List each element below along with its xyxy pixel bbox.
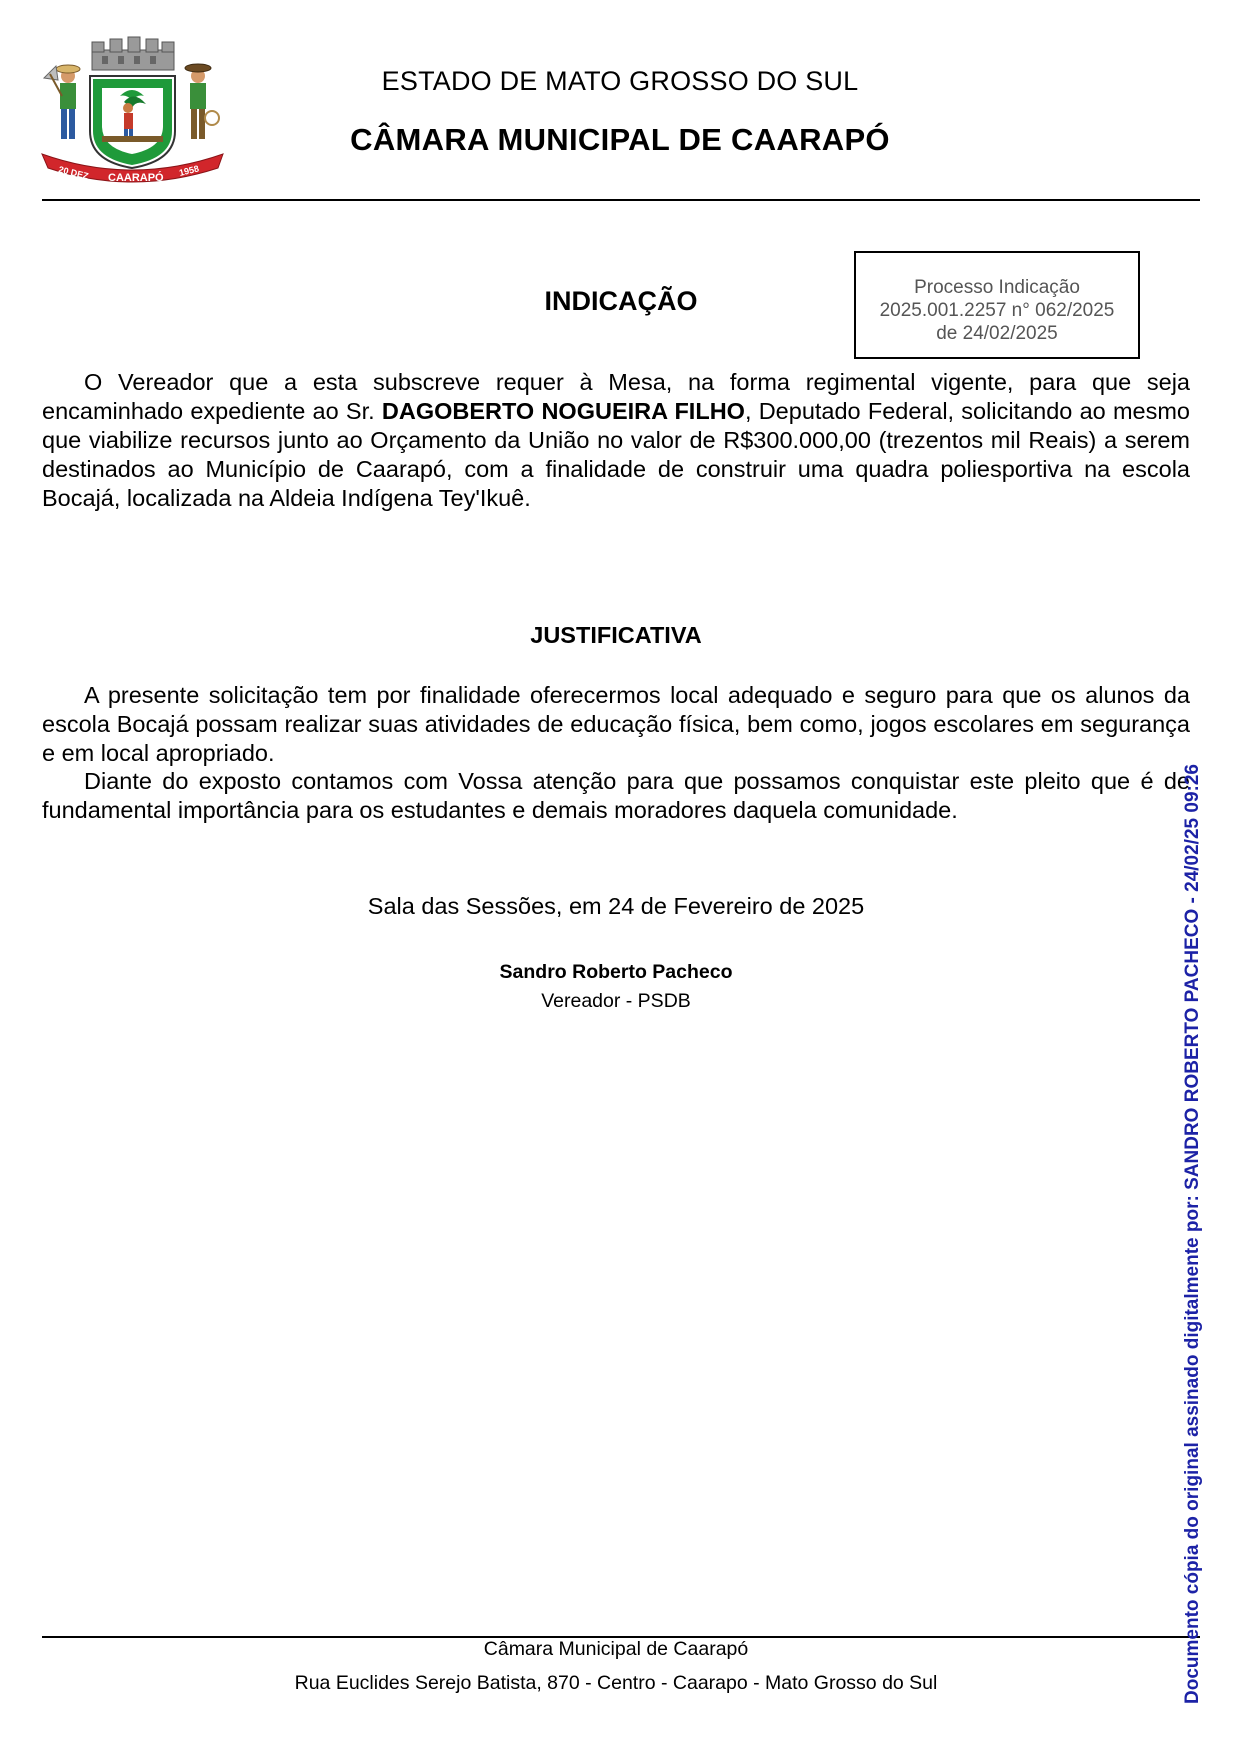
paragraph-text: , Deputado Federal, solicitando ao mesmo que viabilize recursos junto ao Orçamento da União no valor de R$300.000,00 (trezentos mil Reais) a serem destinados ao Município de Caarapó, com a finalidade de construir uma quadra poliesportiva na escola Bocajá, localizada na Aldeia Indígena Tey'Ikuê. (42, 398, 1190, 511)
paragraph-text: A presente solicitação tem por finalidade oferecermos local adequado e seguro para que os alunos da escola Bocajá possam realizar suas atividades de educação física, bem como, jogos escolares em segurança e em local apropriado. (42, 682, 1190, 766)
footer-chamber-name: Câmara Municipal de Caarapó (483, 1638, 749, 1660)
justificativa-heading: JUSTIFICATIVA (530, 622, 702, 648)
header-divider (42, 199, 1200, 201)
stamp-line-1: Processo Indicação (914, 277, 1080, 298)
logo-ribbon-center-text: CAARAPÓ (108, 172, 164, 184)
justificativa-paragraph-2 (42, 767, 1190, 825)
chamber-title: CÂMARA MUNICIPAL DE CAARAPÓ (350, 122, 890, 157)
logo-ribbon-left-text: 20 DEZ (57, 164, 90, 182)
session-date-line: Sala das Sessões, em 24 de Fevereiro de 2025 (367, 893, 865, 919)
stamp-line-3: de 24/02/2025 (936, 323, 1058, 344)
paragraph-text: Diante do exposto contamos com Vossa atenção para que possamos conquistar este pleito que é de fundamental importância para os estudantes e demais moradores daquela comunidade. (42, 768, 1190, 823)
digital-signature-note: Documento cópia do original assinado digitalmente por: SANDRO ROBERTO PACHECO - 24/02/25 09:26 (1182, 764, 1203, 1704)
footer-address: Rua Euclides Serejo Batista, 870 - Centro - Caarapo - Mato Grosso do Sul (294, 1672, 938, 1694)
indicacao-heading: INDICAÇÃO (544, 286, 698, 316)
state-name: ESTADO DE MATO GROSSO DO SUL (381, 66, 859, 96)
justificativa-paragraph-1 (42, 681, 1190, 768)
stamp-line-2: 2025.001.2257 n° 062/2025 (879, 300, 1115, 321)
deputy-name: DAGOBERTO NOGUEIRA FILHO (381, 398, 745, 424)
indicacao-paragraph (42, 368, 1190, 513)
signer-role: Vereador - PSDB (541, 990, 691, 1012)
signer-name: Sandro Roberto Pacheco (499, 961, 733, 983)
paragraph-text: O Vereador que a esta subscreve requer à Mesa, na forma regimental vigente, para que seja encaminhado expediente ao Sr. (42, 369, 1190, 424)
municipal-coat-of-arms-logo (40, 36, 225, 186)
logo-ribbon-right-text: 1958 (178, 163, 200, 178)
